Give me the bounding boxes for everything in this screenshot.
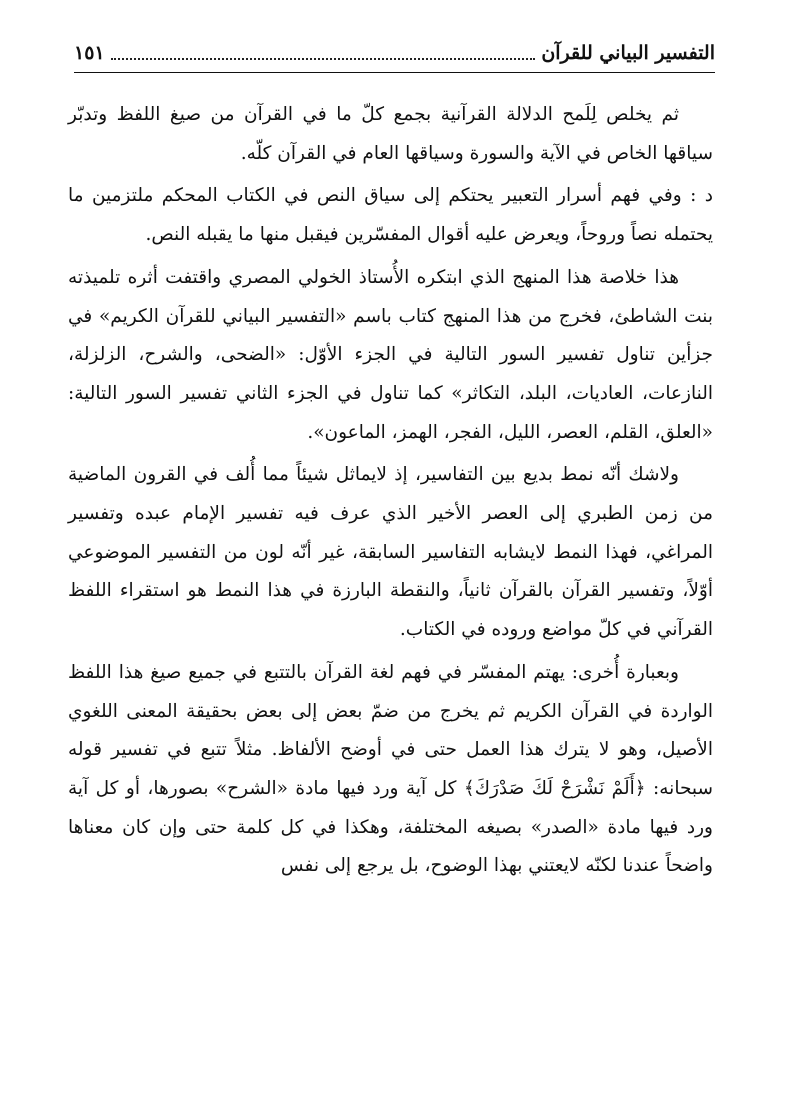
paragraph-4: ولاشك أنّه نمط بديع بين التفاسير، إذ لايماثل شيئاً مما أُلف في القرون الماضية من زمن الطبري إلى العصر الأخير الذي عرف فيه تفسير الإمام عبده وتفسير المراغي، فهذا النمط لايشابه التفاسير السابقة، غير أنّه لون من التفسير الموضوعي أوّلاً، وتفسير القرآن بالقرآن ثانياً، والنقطة البارزة في هذا النمط هو استقراء اللفظ القرآني في كلّ مواضع وروده في الكتاب.	[68, 464, 713, 641]
paragraph-2: د : وفي فهم أسرار التعبير يحتكم إلى سياق النص في الكتاب المحكم ملتزمين ما يحتمله نصاً وروحاً، ويعرض عليه أقوال المفسّرين فيقبل منها ما يقبله النص.	[68, 185, 713, 246]
header-title: التفسير البياني للقرآن	[541, 42, 715, 64]
body-text	[68, 96, 713, 890]
paragraph-3: هذا خلاصة هذا المنهج الذي ابتكره الأُستاذ الخولي المصري واقتفت أثره تلميذته بنت الشاطئ، فخرج من هذا المنهج كتاب باسم «التفسير البياني للقرآن الكريم» في جزأين تناول تفسير السور التالية في الجزء الأوّل: «الضحى، والشرح، الزلزلة، النازعات، العاديات، البلد، التكاثر» كما تناول في الجزء الثاني تفسير السور التالية: «العلق، القلم، العصر، الليل، الفجر، الهمز، الماعون».	[68, 266, 713, 443]
paragraph-5: وبعبارة أُخرى: يهتم المفسّر في فهم لغة القرآن بالتتبع في جميع صيغ هذا اللفظ الواردة في القرآن الكريم ثم يخرج من ضمّ بعض إلى بعض بحقيقة المعنى اللغوي الأصيل، وهو لا يترك هذا العمل حتى في أوضح الألفاظ. مثلاً تتبع في تفسير قوله سبحانه: ﴿أَلَمْ نَشْرَحْ لَكَ صَدْرَكَ﴾ كل آية ورد فيها مادة «الشرح» بصورها، أو كل آية ورد فيها مادة «الصدر» بصيغه المختلفة، وهكذا في كل كلمة حتى وإن كان معناها واضحاً عندنا لكنّه لايعتني بهذا الوضوح، بل يرجع إلى نفس	[68, 661, 713, 877]
paragraph-1: ثم يخلص لِلَمح الدلالة القرآنية بجمع كلّ ما في القرآن من صيغ اللفظ وتدبّر سياقها الخاص في الآية والسورة وسياقها العام في القرآن كلّه.	[68, 104, 713, 164]
page-number: ١٥١	[74, 42, 105, 64]
dotted-leader	[111, 57, 536, 60]
header-rule	[74, 72, 715, 73]
running-header	[74, 30, 715, 64]
